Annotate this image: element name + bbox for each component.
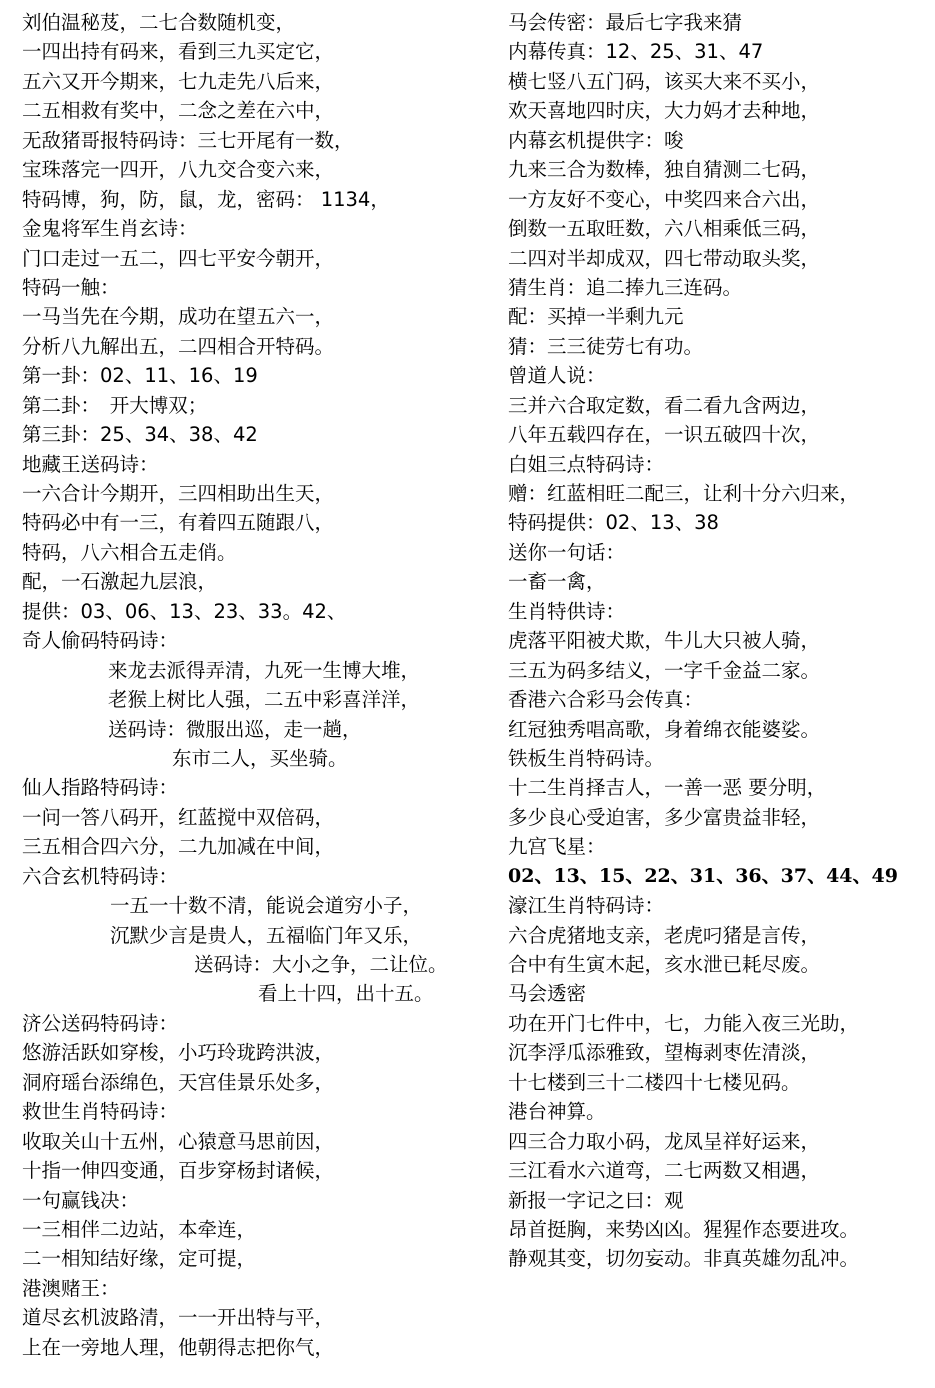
text-line: 老猴上树比人强，二五中彩喜洋洋， bbox=[108, 688, 421, 712]
text-line: 刘伯温秘芨，二七合数随机变， bbox=[22, 11, 296, 34]
text-line: 四三合力取小码，龙凤呈祥好运来， bbox=[508, 1129, 821, 1153]
text-line: 十指一伸四变通，百步穿杨封诸候， bbox=[22, 1159, 335, 1183]
text-line: 五六又开今期来，七九走先八后来， bbox=[22, 69, 335, 93]
text-line: 洞府瑶台添绵色，天宫佳景乐处多， bbox=[22, 1070, 335, 1094]
section-heading: 香港六合彩马会传真： bbox=[508, 688, 704, 712]
text-line: 三并六合取定数，看二看九含两边， bbox=[508, 393, 821, 417]
text-line: 收取关山十五州，心猿意马思前因， bbox=[22, 1129, 335, 1153]
section-heading: 白姐三点特码诗： bbox=[508, 452, 665, 476]
text-line: 三江看水六道弯，二七两数又相遇， bbox=[508, 1159, 821, 1183]
text-line: 三五相合四六分，二九加减在中间， bbox=[22, 835, 335, 859]
text-line: 赠：红蓝相旺二配三，让利十分六归来， bbox=[508, 482, 860, 505]
text-line: 一三相伴二边站，本牵连， bbox=[22, 1217, 257, 1241]
text-line: 送码诗：大小之争，二让位。 bbox=[194, 953, 448, 976]
right-column bbox=[508, 8, 928, 1274]
text-line: 三五为码多结义，一字千金益二家。 bbox=[508, 658, 821, 682]
text-line: 悠游活跃如穿梭，小巧玲珑跨洪波， bbox=[22, 1041, 335, 1065]
text-line: 多少良心受迫害，多少富贵益非轻， bbox=[508, 805, 821, 829]
section-heading: 六合玄机特码诗： bbox=[22, 864, 179, 888]
text-line: 昂首挺胸，来势凶凶。猩猩作态要进攻。 bbox=[508, 1217, 860, 1241]
text-line: 东市二人，买坐骑。 bbox=[172, 746, 348, 770]
text-line: 一畜一禽， bbox=[508, 570, 606, 594]
text-line: 看上十四，出十五。 bbox=[258, 982, 434, 1006]
text-line: 配：买掉一半剩九元 bbox=[508, 305, 684, 329]
text-line: 九来三合为数棒，独自猜测二七码， bbox=[508, 158, 821, 182]
section-heading: 地藏王送码诗： bbox=[22, 452, 159, 476]
section-heading: 一句赢钱决： bbox=[22, 1188, 140, 1212]
section-heading: 特码一触： bbox=[22, 275, 120, 299]
text-line: 提供：03、06、13、23、33。42、 bbox=[22, 599, 347, 623]
section-heading: 奇人偷码特码诗： bbox=[22, 629, 179, 653]
text-line: 一五一十数不清，能说会道穷小子， bbox=[110, 894, 423, 918]
text-line: 红冠独秀唱高歌，身着绵衣能婆娑。 bbox=[508, 717, 821, 741]
section-heading: 马会透密 bbox=[508, 982, 587, 1006]
text-line: 上在一旁地人理，他朝得志把你气， bbox=[22, 1335, 335, 1359]
text-line: 第一卦：02、11、16、19 bbox=[22, 364, 258, 388]
section-heading: 马会传密：最后七字我来猜 bbox=[508, 11, 743, 34]
text-line: 二一相知结好缘，定可提， bbox=[22, 1247, 257, 1271]
text-line: 猜生肖：追二捧九三连码。 bbox=[508, 275, 743, 299]
text-line: 十二生肖择吉人，一善一恶 要分明， bbox=[508, 776, 827, 800]
text-line: 内幕传真：12、25、31、47 bbox=[508, 40, 764, 64]
text-line: 分析八九解出五，二四相合开特码。 bbox=[22, 334, 335, 358]
text-line: 横七竖八五门码，该买大来不买小， bbox=[508, 69, 821, 93]
text-line: 虎落平阳被犬欺，牛儿大只被人骑， bbox=[508, 629, 821, 653]
left-column bbox=[22, 8, 472, 1362]
text-line: 二五相救有奖中，二念之差在六中， bbox=[22, 99, 335, 123]
section-heading: 濠江生肖特码诗： bbox=[508, 894, 665, 918]
section-heading: 曾道人说： bbox=[508, 364, 606, 388]
section-heading: 铁板生肖特码诗。 bbox=[508, 746, 665, 770]
text-line: 宝珠落完一四开，八九交合变六来， bbox=[22, 158, 335, 182]
section-heading: 生肖特供诗： bbox=[508, 599, 626, 623]
text-line: 二四对半却成双，四七带动取头奖， bbox=[508, 246, 821, 270]
section-heading: 仙人指路特码诗： bbox=[22, 776, 179, 800]
text-line: 内幕玄机提供字：唆 bbox=[508, 128, 684, 152]
text-line: 一马当先在今期，成功在望五六一， bbox=[22, 305, 335, 329]
section-heading: 济公送码特码诗： bbox=[22, 1011, 179, 1035]
number-line: 02、13、15、22、31、36、37、44、49 bbox=[508, 864, 898, 887]
section-heading: 港澳赌王： bbox=[22, 1276, 120, 1300]
text-line: 沉默少言是贵人，五福临门年又乐， bbox=[110, 923, 423, 947]
text-line: 道尽玄机波路清，一一开出特与平， bbox=[22, 1306, 335, 1330]
text-line: 来龙去派得弄清，九死一生博大堆， bbox=[108, 658, 421, 682]
text-line: 静观其变，切勿妄动。非真英雄勿乱冲。 bbox=[508, 1247, 860, 1271]
section-heading: 港台神算。 bbox=[508, 1100, 606, 1124]
section-heading: 救世生肖特码诗： bbox=[22, 1100, 179, 1124]
text-line: 六合虎猪地支亲，老虎叼猪是言传， bbox=[508, 923, 821, 947]
text-line: 十七楼到三十二楼四十七楼见码。 bbox=[508, 1070, 801, 1094]
text-line: 八年五载四存在，一识五破四十次， bbox=[508, 423, 821, 447]
section-heading: 送你一句话： bbox=[508, 540, 626, 564]
text-line: 无敌猪哥报特码诗：三七开尾有一数， bbox=[22, 128, 354, 152]
text-line: 猜：三三徒劳七有功。 bbox=[508, 334, 704, 358]
text-line: 欢天喜地四时庆，大力妈才去种地， bbox=[508, 99, 821, 123]
text-line: 特码必中有一三，有着四五随跟八， bbox=[22, 511, 335, 535]
text-line: 一问一答八码开，红蓝搅中双倍码， bbox=[22, 805, 335, 829]
text-line: 一方友好不变心，中奖四来合六出， bbox=[508, 187, 821, 211]
text-line: 一六合计今期开，三四相助出生天， bbox=[22, 482, 335, 505]
text-line: 沉李浮瓜添雅致，望梅剥枣佐清淡， bbox=[508, 1041, 821, 1065]
text-line: 第二卦： 开大博双； bbox=[22, 393, 208, 417]
text-line: 特码提供：02、13、38 bbox=[508, 511, 719, 535]
text-line: 配，一石激起九层浪， bbox=[22, 570, 218, 594]
text-line: 一四出持有码来，看到三九买定它， bbox=[22, 40, 335, 64]
section-heading: 金鬼将军生肖玄诗： bbox=[22, 217, 198, 241]
text-line: 特码，八六相合五走俏。 bbox=[22, 540, 237, 564]
text-line: 倒数一五取旺数，六八相乘低三码， bbox=[508, 217, 821, 241]
text-line: 新报一字记之曰：观 bbox=[508, 1188, 684, 1212]
text-line: 门口走过一五二，四七平安今朝开， bbox=[22, 246, 335, 270]
section-heading: 九宫飞星： bbox=[508, 835, 606, 859]
text-line: 第三卦：25、34、38、42 bbox=[22, 423, 258, 447]
text-line: 功在开门七件中，七，力能入夜三光助， bbox=[508, 1011, 860, 1035]
text-line: 送码诗：微服出巡，走一趟， bbox=[108, 717, 362, 741]
text-line: 特码博，狗，防，鼠，龙，密码： 1134， bbox=[22, 187, 390, 211]
text-line: 合中有生寅木起，亥水泄已耗尽废。 bbox=[508, 953, 821, 976]
